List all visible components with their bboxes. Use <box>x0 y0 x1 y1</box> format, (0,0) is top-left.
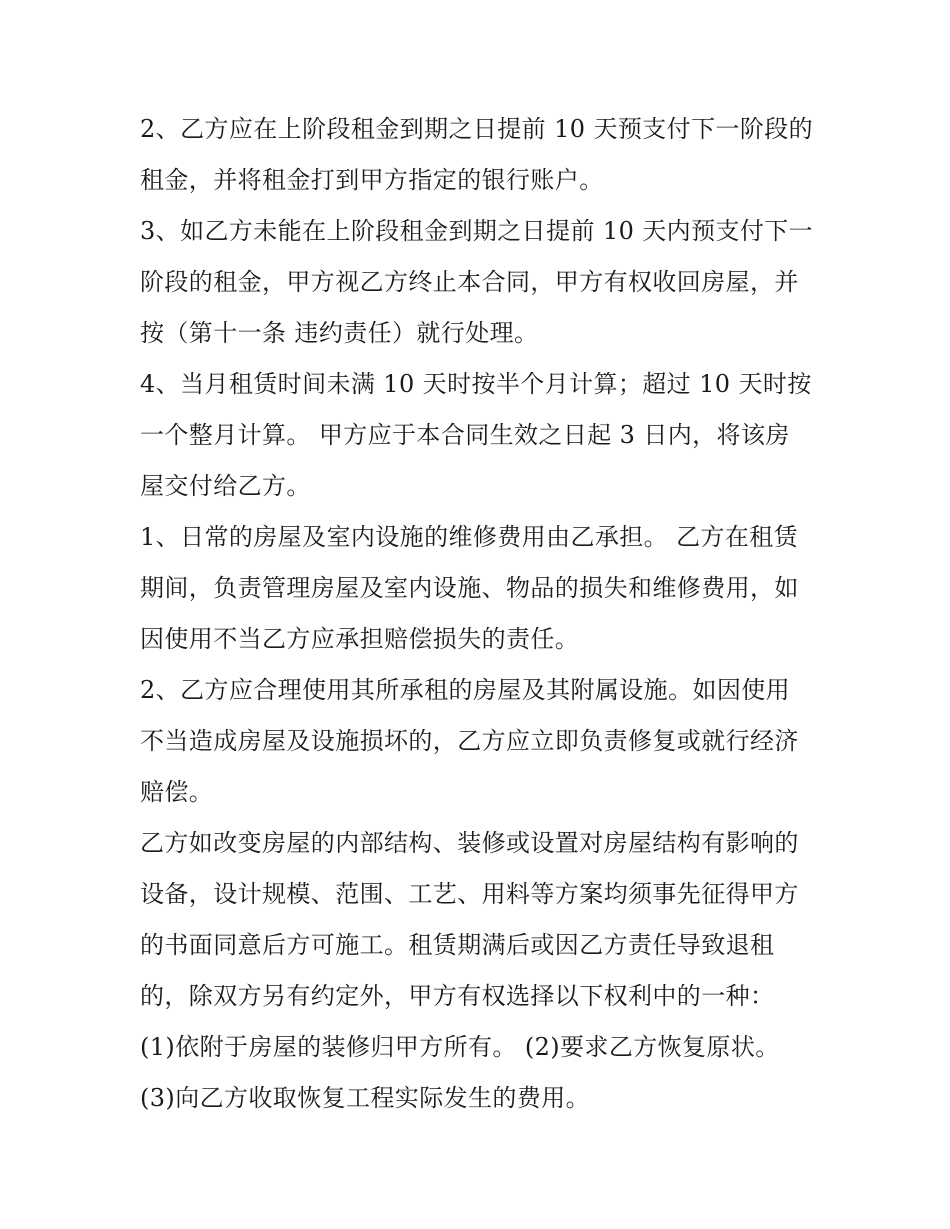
text-line: 3、如乙方未能在上阶段租金到期之日提前 10 天内预支付下一 <box>140 217 814 245</box>
text-line: 设备，设计规模、范围、工艺、用料等方案均须事先征得甲方 <box>140 880 799 908</box>
text-line: 屋交付给乙方。 <box>140 472 311 500</box>
text-line: 不当造成房屋及设施损坏的，乙方应立即负责修复或就行经济 <box>140 727 799 755</box>
text-line: 按（第十一条 违约责任）就行处理。 <box>140 319 539 347</box>
text-line: 租金，并将租金打到甲方指定的银行账户。 <box>140 166 604 194</box>
text-line: (1)依附于房屋的装修归甲方所有。 (2)要求乙方恢复原状。 <box>140 1033 780 1061</box>
text-line: 阶段的租金，甲方视乙方终止本合同，甲方有权收回房屋，并 <box>140 268 799 296</box>
text-line: 4、当月租赁时间未满 10 天时按半个月计算；超过 10 天时按 <box>140 370 812 398</box>
text-line: 乙方如改变房屋的内部结构、装修或设置对房屋结构有影响的 <box>140 829 799 857</box>
text-line: 2、乙方应在上阶段租金到期之日提前 10 天预支付下一阶段的 <box>140 115 814 143</box>
text-line: 2、乙方应合理使用其所承租的房屋及其附属设施。如因使用 <box>140 676 791 704</box>
text-line: 期间，负责管理房屋及室内设施、物品的损失和维修费用，如 <box>140 574 799 602</box>
document-body <box>140 104 820 1124</box>
text-line: 的，除双方另有约定外，甲方有权选择以下权利中的一种： <box>140 982 775 1010</box>
text-line: 的书面同意后方可施工。租赁期满后或因乙方责任导致退租 <box>140 931 775 959</box>
text-line: 赔偿。 <box>140 778 214 806</box>
text-line: 一个整月计算。 甲方应于本合同生效之日起 3 日内，将该房 <box>140 421 790 449</box>
text-line: 1、日常的房屋及室内设施的维修费用由乙承担。 乙方在租赁 <box>140 523 799 551</box>
text-line: 因使用不当乙方应承担赔偿损失的责任。 <box>140 625 580 653</box>
text-line: (3)向乙方收取恢复工程实际发生的费用。 <box>140 1084 590 1112</box>
